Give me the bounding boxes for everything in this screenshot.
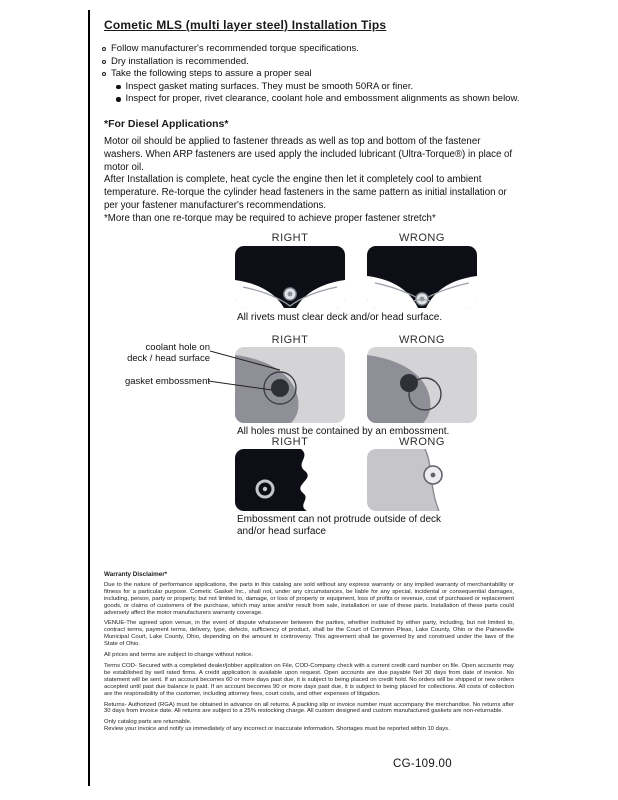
bullet-circle-icon (102, 47, 106, 51)
warranty-paragraph: Review your invoice and notify us immediately of any incorrect or inaccurate information. Shortages must be reported within 10 days. (104, 726, 450, 733)
embossment-caption-line1: Embossment can not protrude outside of deck (237, 514, 442, 525)
embossment-caption (237, 514, 441, 538)
bullet-dot-icon (116, 85, 121, 90)
diesel-paragraph-1: Motor oil should be applied to fastener threads as well as top and bottom of the fastener washers. When ARP fasteners are used apply the included lubricant (Ultra-Torque®) in place of motor oil. (104, 136, 513, 173)
warranty-paragraph: Returns- Authorized (RGA) must be obtained in advance on all returns. A packing slip or invoice number must accompany the merchandise. No returns after 30 days from invoice date. All returns are subject to a 25% restocking charge. All custom designed and custom manufactured gaskets are non-returnable. (104, 701, 514, 715)
row1-wrong-label: WRONG (399, 232, 445, 244)
bullet-circle-icon (102, 72, 106, 76)
diesel-applications-heading: *For Diesel Applications* (104, 118, 229, 130)
row3-right-label: RIGHT (271, 436, 309, 448)
row2-right-label: RIGHT (271, 334, 309, 346)
callout-line2: deck / head surface (127, 353, 210, 364)
rivet-clearance-wrong-diagram (367, 246, 477, 308)
rivet-clearance-right-diagram (235, 246, 345, 308)
retorque-note: *More than one re-torque may be required to achieve proper fastener stretch* (104, 213, 436, 224)
left-margin-rule (88, 10, 90, 786)
warranty-paragraph: Terms COD- Secured with a completed dealer/jobber application on File, COD-Company check with a current credit card number on file. Open accounts may be established by well rated firms. A credit application is available upon request. Open accounts are due payable Net 30 days from date of invoice. No statement will be sent. If an account becomes 60 or more days past due, it is subject to being placed on credit hold. No orders will be shipped or new orders accepted until past due balance is paid. If an account becomes 90 or more days past due, it is subject to being placed for collections. All costs of collection are the responsibility of the customer, including attorney fees, court costs, and other expenses of litigation. (104, 662, 514, 697)
warranty-heading: Warranty Disclaimer* (104, 571, 168, 578)
warranty-disclaimer (104, 572, 514, 737)
embossment-protrusion-right-diagram (235, 449, 345, 511)
list-sub-item (116, 93, 552, 106)
list-item (102, 43, 552, 56)
installation-tips-list (102, 43, 552, 106)
coolant-hole-callout (112, 342, 210, 364)
list-item-text: Follow manufacturer's recommended torque specifications. (111, 43, 359, 54)
row3-wrong-label: WRONG (399, 436, 445, 448)
list-item-text: Dry installation is recommended. (111, 55, 249, 67)
gasket-embossment-callout: gasket embossment (124, 376, 210, 387)
list-item (102, 68, 552, 81)
embossment-protrusion-wrong-diagram (367, 449, 477, 511)
list-sub-item (116, 81, 552, 94)
callout-line1: coolant hole on (145, 342, 210, 353)
bullet-circle-icon (102, 60, 106, 64)
warranty-paragraph: All prices and terms are subject to change without notice. (104, 652, 253, 659)
hole-containment-wrong-diagram (367, 347, 477, 423)
list-item-text: Inspect gasket mating surfaces. They must be smooth 50RA or finer. (125, 80, 414, 92)
row2-wrong-label: WRONG (399, 334, 445, 346)
row1-right-label: RIGHT (271, 232, 309, 244)
list-item (102, 56, 552, 69)
list-item-text: Take the following steps to assure a proper seal (111, 68, 312, 79)
callout-pointer-lines (208, 344, 284, 396)
page-code: CG-109.00 (393, 758, 452, 770)
embossment-caption-line2: and/or head surface (237, 526, 326, 537)
page-title: Cometic MLS (multi layer steel) Installation Tips (104, 18, 387, 32)
rivets-caption: All rivets must clear deck and/or head surface. (237, 312, 443, 323)
warranty-paragraph: Only catalog parts are returnable. (104, 719, 192, 726)
diesel-paragraph-2: After Installation is complete, heat cycle the engine then let it completely cool to ambient temperature. Re-torque the cylinder head fasteners in the same pattern as initial installation or per your fastener manufacturer's recommendations. (104, 174, 507, 211)
list-item-text: Inspect for proper, rivet clearance, coolant hole and embossment alignments as shown below. (125, 93, 520, 104)
bullet-dot-icon (116, 97, 121, 102)
warranty-paragraph: VENUE-The agreed upon venue, in the event of dispute whatsoever between the parties, whether instituted by either party, including, but not limited to, contract terms, payment terms, delivery, type, defects, sufficiency of product, shall be the Court of Common Pleas, Lake County, Ohio or the Painesville Municipal Court, Lake County, Ohio, depending on the amount in controversy. This agreement shall be governed by and construed under the laws of the State of Ohio. (104, 620, 514, 648)
holes-caption: All holes must be contained by an embossment. (237, 426, 450, 437)
warranty-paragraph: Due to the nature of performance applications, the parts in this catalog are sold without any express warranty or any implied warranty of merchantability or fitness for a particular purpose. Cometic Gasket Inc., shall not, under any circumstances, be liable for any special, incidental or consequential damages, including, person, party or property, but not limited to, damage, or loss of property or equipment, loss of profits or revenue, cost of purchased or replacement goods, or claims of customers of the purchase, which may arise and/or result from sale, installation or use of these parts. Installation of these parts could adversely affect the motor manufacturers warranty coverage. (104, 581, 514, 616)
